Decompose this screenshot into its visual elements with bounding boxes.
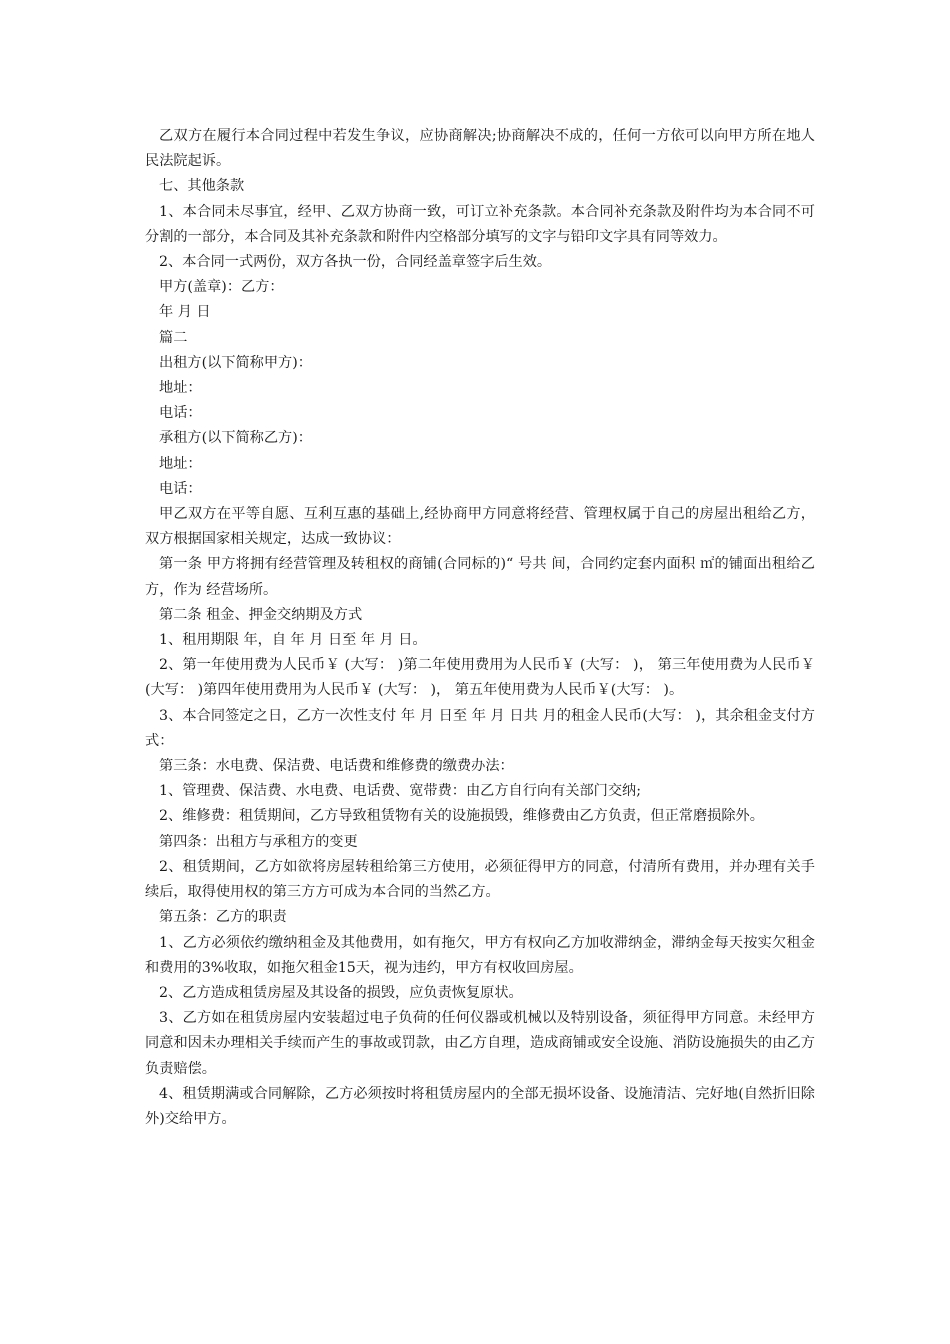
- article-one: 第一条 甲方将拥有经营管理及转租权的商铺(合同标的)“ 号共 间，合同约定套内面积 ㎡的铺面出租给乙方，作为 经营场所。: [145, 556, 815, 598]
- article-three-utilities: 1、管理费、保洁费、水电费、电话费、宽带费：由乙方自行向有关部门交纳;: [159, 783, 641, 800]
- article-four-sublease: 2、租赁期间，乙方如欲将房屋转租给第三方使用，必须征得甲方的同意，付清所有费用，并办理有关手续后，取得使用权的第三方方可成为本合同的当然乙方。: [145, 858, 815, 901]
- paragraph-copies: 2、本合同一式两份，双方各执一份，合同经盖章签字后生效。: [159, 254, 552, 271]
- document-body: [145, 124, 820, 1132]
- article-four-heading: 第四条：出租方与承租方的变更: [159, 833, 358, 850]
- article-five-rent: 1、乙方必须依约缴纳租金及其他费用，如有拖欠，甲方有权向乙方加收滞纳金，滞纳金每天按实欠租金和费用的3%收取，如拖欠租金15天，视为违约，甲方有权收回房屋。: [145, 934, 815, 976]
- article-five-heading: 第五条：乙方的职责: [159, 909, 287, 926]
- lessor-address-label: 地址：: [159, 380, 202, 397]
- section-title-part-two: 篇二: [159, 329, 188, 346]
- article-two-term: 1、租用期限 年，自 年 月 日至 年 月 日。: [159, 632, 427, 649]
- heading-other-terms: 七、其他条款: [159, 178, 245, 195]
- article-three-maintenance: 2、维修费：租赁期间，乙方导致租赁物有关的设施损毁，维修费由乙方负责，但正常磨损除外。: [159, 808, 764, 825]
- article-five-equipment: 3、乙方如在租赁房屋内安装超过电子负荷的任何仪器或机械以及特别设备，须征得甲方同意。未经甲方同意和因未办理相关手续而产生的事故或罚款，由乙方自理，造成商铺或安全设施、消防设施损失的由乙方负责赔偿。: [145, 1010, 815, 1077]
- lessee-phone-label: 电话：: [159, 480, 202, 497]
- lessee-address-label: 地址：: [159, 455, 202, 472]
- article-two-heading: 第二条 租金、押金交纳期及方式: [159, 606, 363, 623]
- lessor-label: 出租方(以下简称甲方)：: [159, 354, 312, 371]
- lessor-phone-label: 电话：: [159, 405, 202, 422]
- article-five-damage: 2、乙方造成租赁房屋及其设备的损毁，应负责恢复原状。: [159, 984, 523, 1001]
- article-five-return: 4、租赁期满或合同解除，乙方必须按时将租赁房屋内的全部无损坏设备、设施清洁、完好地(自然折旧除外)交给甲方。: [145, 1085, 815, 1127]
- article-two-fees: 2、第一年使用费为人民币￥ (大写： )第二年使用费用为人民币￥ (大写： )， 第三年使用费为人民币￥ (大写： )第四年使用费用为人民币￥ (大写： )， 第五年使用费为人民币￥(大写： )。: [145, 657, 820, 699]
- paragraph-agreement-intro: 甲乙双方在平等自愿、互利互惠的基础上,经协商甲方同意将经营、管理权属于自己的房屋出租给乙方，双方根据国家相关规定，达成一致协议：: [145, 506, 815, 548]
- signature-line: 甲方(盖章)：乙方：: [159, 279, 284, 296]
- lessee-label: 承租方(以下简称乙方)：: [159, 430, 312, 447]
- article-three-heading: 第三条：水电费、保洁费、电话费和维修费的缴费办法：: [159, 758, 514, 775]
- paragraph-dispute-resolution: 乙双方在履行本合同过程中若发生争议，应协商解决;协商解决不成的，任何一方依可以向甲方所在地人民法院起诉。: [145, 128, 815, 170]
- date-line: 年 月 日: [159, 304, 211, 321]
- article-two-payment: 3、本合同签定之日，乙方一次性支付 年 月 日至 年 月 日共 月的租金人民币(大写： )，其余租金支付方式：: [145, 707, 815, 749]
- paragraph-supplementary-terms: 1、本合同未尽事宜，经甲、乙双方协商一致，可订立补充条款。本合同补充条款及附件均为本合同不可分割的一部分，本合同及其补充条款和附件内空格部分填写的文字与铅印文字具有同等效力。: [145, 203, 815, 245]
